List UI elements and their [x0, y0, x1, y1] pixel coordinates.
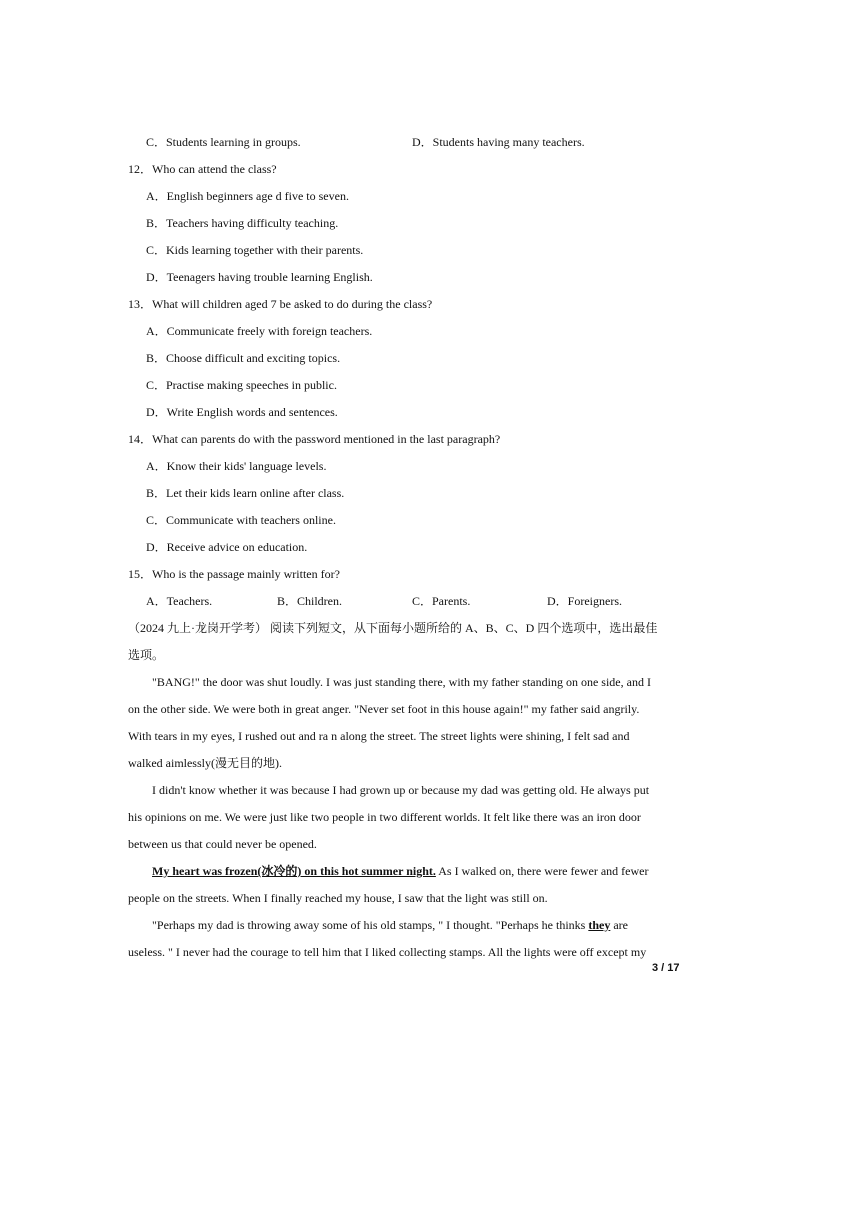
passage-p4-line2: useless. " I never had the courage to tell him that I liked collecting stamps. All the lights were off except my [128, 945, 647, 959]
q14-option-a: A．Know their kids' language levels. [146, 459, 327, 473]
page-number: 3 / 17 [652, 962, 680, 974]
q15-option-a: A．Teachers. [146, 594, 213, 608]
q13-question: 13．What will children aged 7 be asked to do during the class? [128, 297, 433, 311]
underlined-word-they: they [588, 918, 611, 932]
q14-option-d: D．Receive advice on education. [146, 540, 308, 554]
q15-option-d: D．Foreigners. [547, 594, 622, 608]
section-instruction-line1: （2024 九上·龙岗开学考） 阅读下列短文，从下面每小题所给的 A、B、C、D 四个选项中，选出最佳 [128, 621, 658, 635]
q13-option-b: B．Choose difficult and exciting topics. [146, 351, 341, 365]
passage-p4-pre: "Perhaps my dad is throwing away some of his old stamps, " I thought. "Perhaps he thinks [152, 918, 589, 932]
q12-option-a: A．English beginners age d five to seven. [146, 189, 349, 203]
underlined-sentence: My heart was frozen(冰冷的) on this hot summer night. [152, 864, 436, 878]
section-instruction-line2: 选项。 [128, 648, 165, 662]
passage-p4-post: are [610, 918, 628, 932]
passage-p2-line3: between us that could never be opened. [128, 837, 317, 851]
passage-p1-line3: With tears in my eyes, I rushed out and ra n along the street. The street lights were shining, I felt sad and [128, 729, 630, 743]
q14-question: 14．What can parents do with the password mentioned in the last paragraph? [128, 432, 501, 446]
q11-option-c: C．Students learning in groups. [146, 135, 301, 149]
passage-p1-line2: on the other side. We were both in great anger. "Never set foot in this house again!" my father said angrily. [128, 702, 640, 716]
q13-option-d: D．Write English words and sentences. [146, 405, 338, 419]
q15-option-c: C．Parents. [412, 594, 471, 608]
q13-option-c: C．Practise making speeches in public. [146, 378, 337, 392]
q15-option-b: B．Children. [277, 594, 342, 608]
q12-question: 12．Who can attend the class? [128, 162, 277, 176]
q14-option-b: B．Let their kids learn online after class. [146, 486, 345, 500]
passage-p2-line1: I didn't know whether it was because I had grown up or because my dad was getting old. He always put [152, 783, 650, 797]
passage-p3-line2: people on the streets. When I finally reached my house, I saw that the light was still on. [128, 891, 548, 905]
q12-option-c: C．Kids learning together with their parents. [146, 243, 364, 257]
q12-option-b: B．Teachers having difficulty teaching. [146, 216, 339, 230]
q14-option-c: C．Communicate with teachers online. [146, 513, 336, 527]
passage-p3-line1 [152, 864, 648, 878]
passage-p1-line1: "BANG!" the door was shut loudly. I was just standing there, with my father standing on one side, and I [152, 675, 651, 689]
passage-p4-line1 [152, 918, 628, 932]
passage-p3-rest: As I walked on, there were fewer and fewer [435, 864, 649, 878]
q12-option-d: D．Teenagers having trouble learning English. [146, 270, 373, 284]
q15-question: 15．Who is the passage mainly written for? [128, 567, 340, 581]
passage-p1-line4: walked aimlessly(漫无目的地). [128, 756, 282, 770]
passage-p2-line2: his opinions on me. We were just like two people in two different worlds. It felt like there was an iron door [128, 810, 641, 824]
q11-option-d: D．Students having many teachers. [412, 135, 585, 149]
q13-option-a: A．Communicate freely with foreign teachers. [146, 324, 373, 338]
